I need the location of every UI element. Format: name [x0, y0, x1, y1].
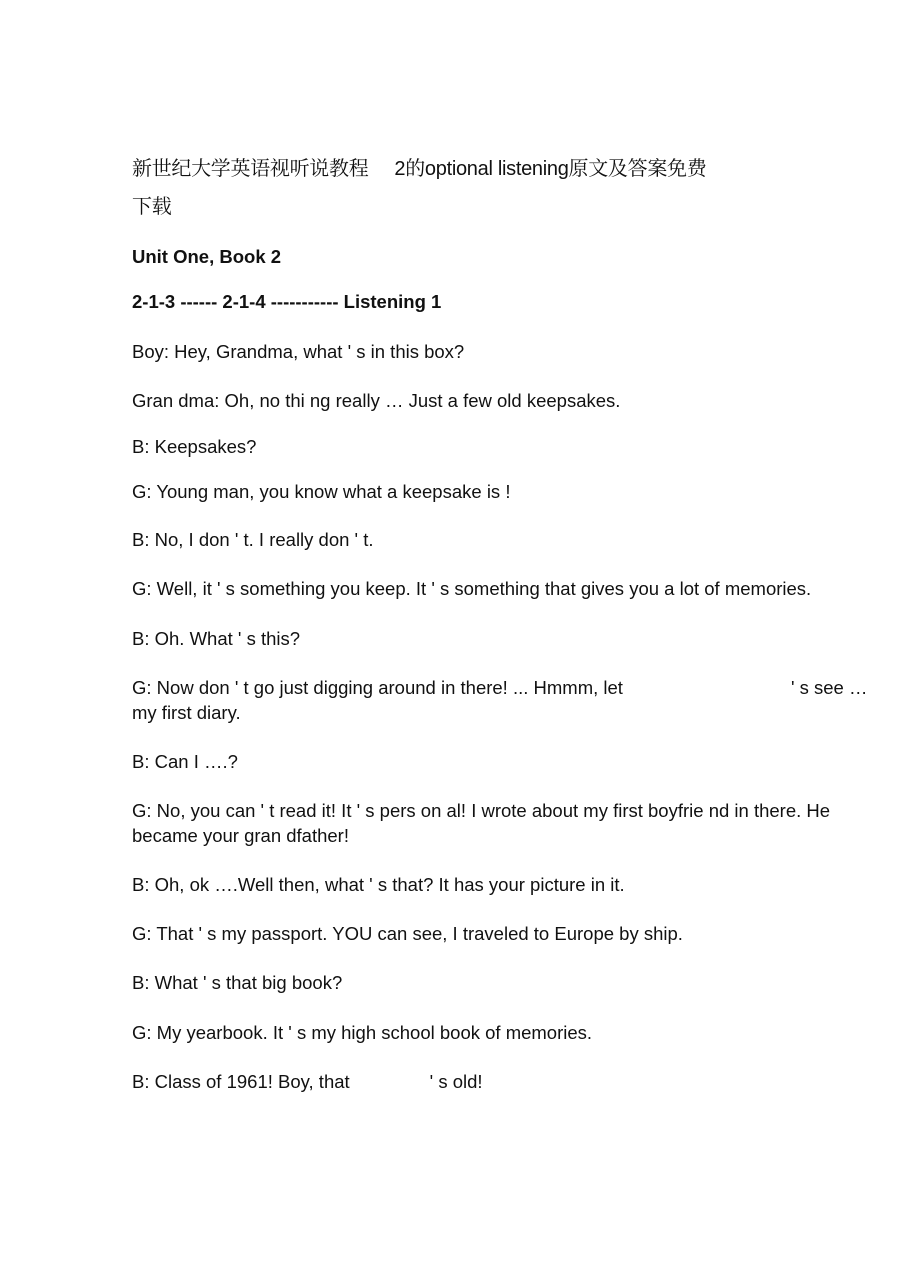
dialogue-line-8-row-2: my first diary. — [132, 702, 241, 723]
dialogue-line-4: G: Young man, you know what a keepsake is ! — [132, 481, 511, 502]
title-line-2: 下载 — [132, 196, 172, 218]
document-title — [132, 150, 772, 226]
dialogue-line-9: B: Can I ….? — [132, 751, 238, 772]
dialogue-line-5: B: No, I don ' t. I really don ' t. — [132, 529, 374, 550]
title-part-2: 2的optional listening原文及答案免费 — [394, 158, 707, 180]
title-line-1 — [132, 150, 772, 188]
dialogue-line-2: Gran dma: Oh, no thi ng really … Just a few old keepsakes. — [132, 390, 621, 411]
dialogue-line-10-row-1: G: No, you can ' t read it! It ' s pers on al! I wrote about my first boyfrie nd in there. He — [132, 800, 831, 821]
dialogue-line-14: G: My yearbook. It ' s my high school book of memories. — [132, 1022, 593, 1043]
dialogue-line-10 — [132, 798, 902, 848]
section-heading: 2-1-3 ------ 2-1-4 ----------- Listening 1 — [132, 291, 442, 312]
dialogue-line-8-part-a: G: Now don ' t go just digging around in there! ... Hmmm, let — [132, 677, 623, 698]
dialogue-line-8 — [132, 675, 902, 725]
dialogue-line-1: Boy: Hey, Grandma, what ' s in this box? — [132, 341, 465, 362]
dialogue-line-15 — [132, 1069, 902, 1094]
dialogue-line-6: G: Well, it ' s something you keep. It ' s something that gives you a lot of memories. — [132, 578, 812, 599]
dialogue-line-15-part-a: B: Class of 1961! Boy, that — [132, 1071, 350, 1092]
dialogue-line-7: B: Oh. What ' s this? — [132, 628, 301, 649]
dialogue-line-8-part-b: ' s see … — [790, 677, 868, 698]
dialogue-line-15-part-b: ' s old! — [429, 1071, 483, 1092]
dialogue-line-10-row-2: became your gran dfather! — [132, 825, 349, 846]
dialogue-line-3: B: Keepsakes? — [132, 436, 257, 457]
dialogue-line-12: G: That ' s my passport. YOU can see, I traveled to Europe by ship. — [132, 923, 683, 944]
dialogue-line-8-row-1 — [132, 675, 902, 700]
title-part-1: 新世纪大学英语视听说教程 — [132, 158, 369, 180]
dialogue-line-13: B: What ' s that big book? — [132, 972, 343, 993]
unit-heading: Unit One, Book 2 — [132, 246, 282, 267]
dialogue-line-11: B: Oh, ok ….Well then, what ' s that? It has your picture in it. — [132, 874, 625, 895]
